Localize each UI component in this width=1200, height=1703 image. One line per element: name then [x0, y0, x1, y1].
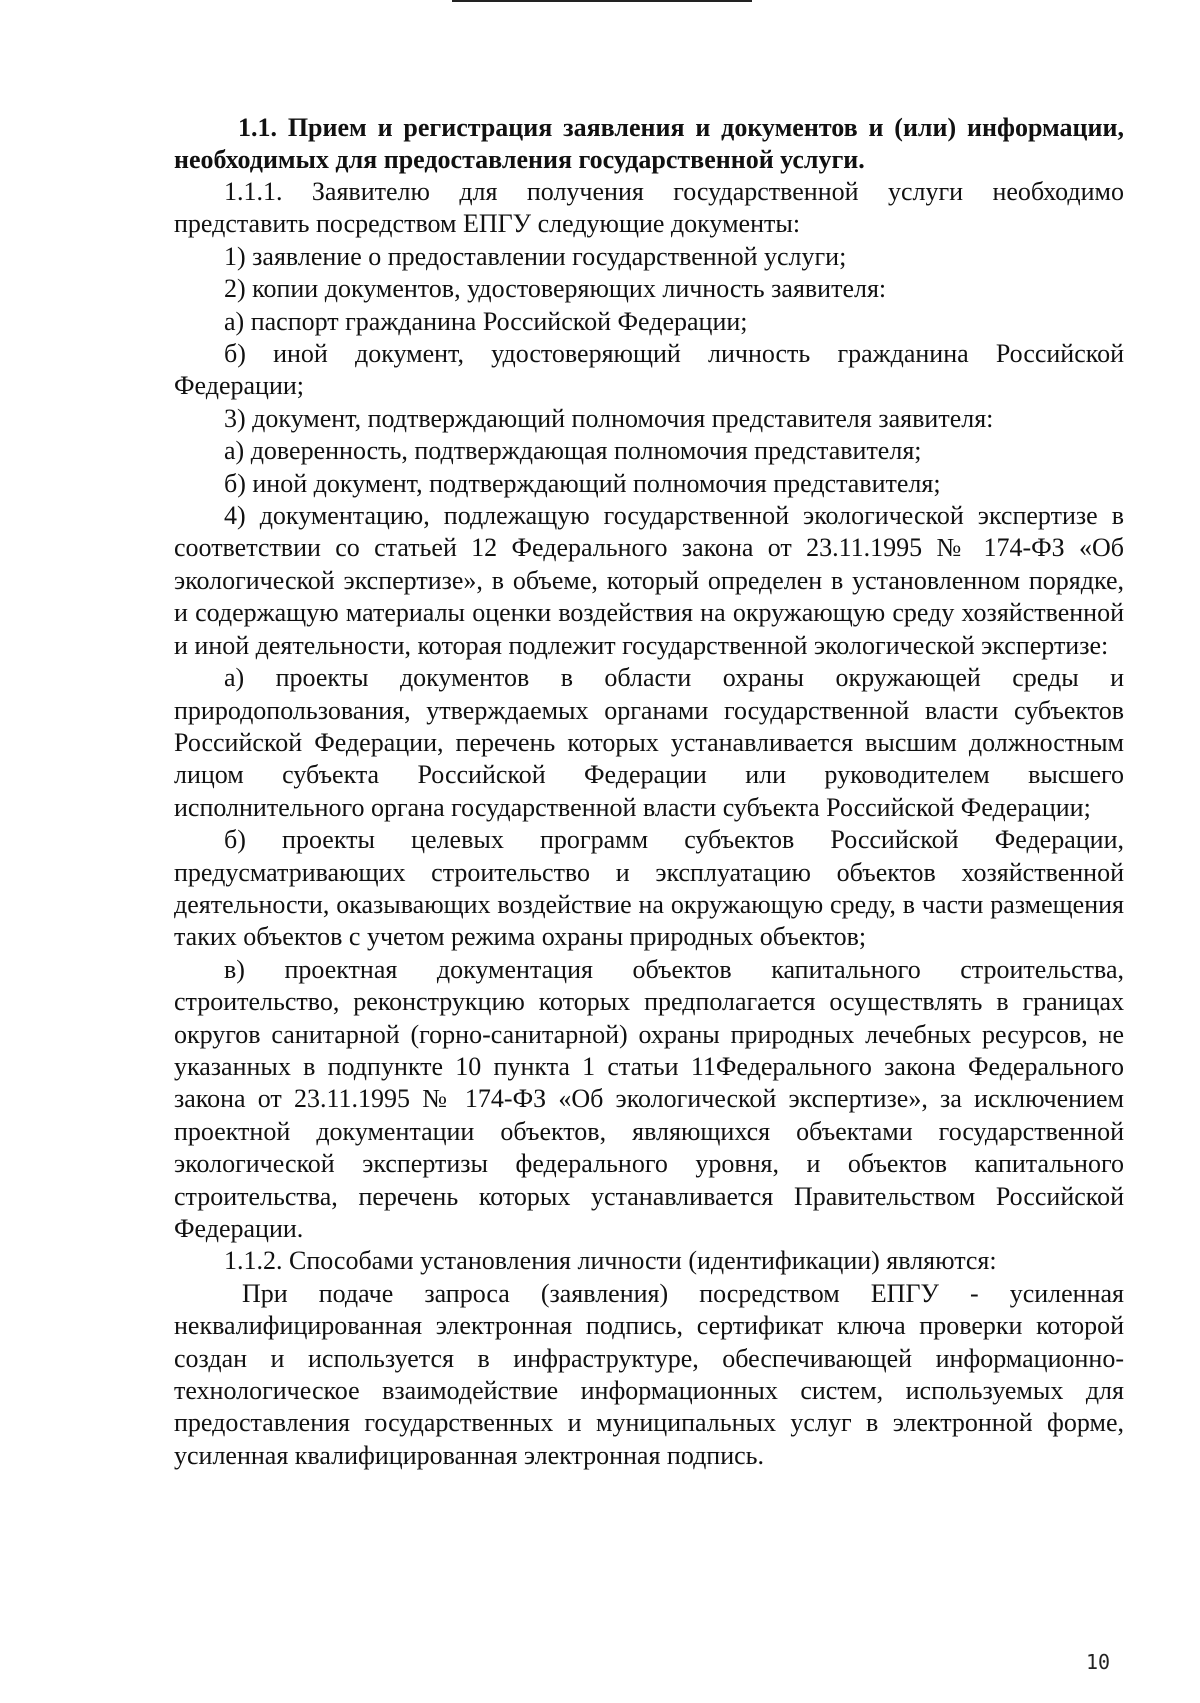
- list-item-3: 3) документ, подтверждающий полномочия представителя заявителя:: [224, 403, 994, 433]
- paragraph-1-1-1: 1.1.1. Заявителю для получения государственной услуги необходимо представить посредством ЕПГУ следующие документы:: [174, 177, 1124, 239]
- top-rule: [452, 0, 752, 2]
- section-heading: 1.1. Прием и регистрация заявления и документов и (или) информации, необходимых для предоставления государственной услуги.: [174, 113, 1124, 174]
- list-item-4b: б) проекты целевых программ субъектов Российской Федерации, предусматривающих строительство и эксплуатацию объектов хозяйственной деятельности, оказывающих воздействие на окружающую среду, в части размещения таких объектов с учетом режима охраны природных объектов;: [174, 825, 1124, 952]
- list-item-3a: а) доверенность, подтверждающая полномочия представителя;: [224, 436, 922, 466]
- list-item-4c: в) проектная документация объектов капитального строительства, строительство, реконструкцию которых предполагается осуществлять в границах округов санитарной (горно-санитарной) охраны природных лечебных ресурсов, не указанных в подпункте 10 пункта 1 статьи 11Федерального закона Федерального закона от 23.11.1995 № 174-ФЗ «Об экологической экспертизе», за исключением проектной документации объектов, являющихся объектами государственной экологической экспертизы федерального уровня, и объектов капитального строительства, перечень которых устанавливается Правительством Российской Федерации.: [174, 954, 1124, 1243]
- list-item-1: 1) заявление о предоставлении государственной услуги;: [224, 241, 847, 271]
- list-item-2: 2) копии документов, удостоверяющих личность заявителя:: [224, 274, 887, 304]
- paragraph-1-1-2: 1.1.2. Способами установления личности (идентификации) являются:: [224, 1246, 997, 1276]
- list-item-3b: б) иной документ, подтверждающий полномочия представителя;: [224, 468, 941, 498]
- paragraph-identification: При подаче запроса (заявления) посредством ЕПГУ - усиленная неквалифицированная электронная подпись, сертификат ключа проверки которой создан и используется в инфраструктуре, обеспечивающей информационно-технологическое взаимодействие информационных систем, используемых для предоставления государственных и муниципальных услуг в электронной форме, усиленная квалифицированная электронная подпись.: [174, 1278, 1124, 1470]
- list-item-2a: а) паспорт гражданина Российской Федерации;: [224, 306, 748, 336]
- list-item-2b: б) иной документ, удостоверяющий личность гражданина Российской Федерации;: [174, 339, 1124, 401]
- list-item-4: 4) документацию, подлежащую государственной экологической экспертизе в соответствии со статьей 12 Федерального закона от 23.11.1995 № 174-ФЗ «Об экологической экспертизе», в объеме, который определен в установленном порядке, и содержащую материалы оценки воздействия на окружающую среду хозяйственной и иной деятельности, которая подлежит государственной экологической экспертизе:: [174, 501, 1124, 660]
- list-item-4a: а) проекты документов в области охраны окружающей среды и природопользования, утверждаемых органами государственной власти субъектов Российской Федерации, перечень которых устанавливается высшим должностным лицом субъекта Российской Федерации или руководителем высшего исполнительного органа государственной власти субъекта Российской Федерации;: [174, 663, 1124, 822]
- page-number: 10: [1086, 1650, 1111, 1674]
- document-page: [174, 112, 1124, 1472]
